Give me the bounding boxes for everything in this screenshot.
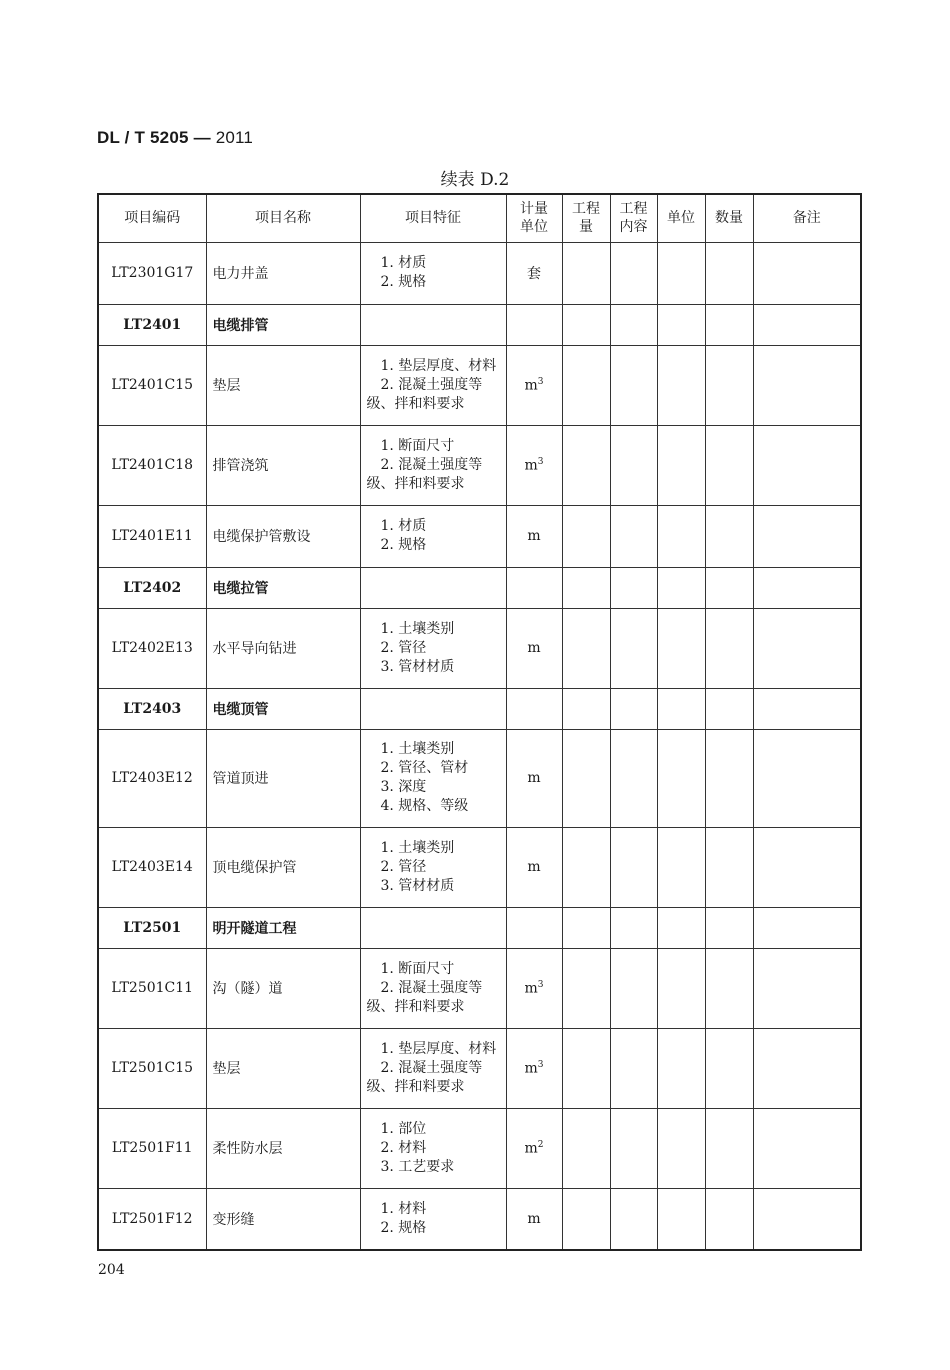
col-header-name: 项目名称 xyxy=(206,194,360,242)
remark-cell xyxy=(753,1028,861,1108)
unit-exponent: 3 xyxy=(537,1059,544,1070)
unit2-cell xyxy=(657,948,705,1028)
item-name: 垫层 xyxy=(206,345,360,425)
unit2-cell xyxy=(657,304,705,345)
table-group-row xyxy=(98,907,861,948)
item-code: LT2301G17 xyxy=(98,242,206,304)
work-content-cell xyxy=(610,567,657,608)
item-name: 电缆顶管 xyxy=(206,688,360,729)
item-code: LT2501 xyxy=(98,907,206,948)
item-name: 电缆保护管敷设 xyxy=(206,505,360,567)
remark-cell xyxy=(753,304,861,345)
quantity-cell xyxy=(562,1028,610,1108)
item-features xyxy=(360,505,506,567)
feature-line: 级、拌和料要求 xyxy=(366,1078,465,1095)
item-code: LT2401E11 xyxy=(98,505,206,567)
count-cell xyxy=(705,948,753,1028)
item-features xyxy=(360,242,506,304)
measure-unit xyxy=(506,608,562,688)
document-header xyxy=(97,128,253,148)
remark-cell xyxy=(753,505,861,567)
unit2-cell xyxy=(657,242,705,304)
unit-exponent: 2 xyxy=(537,1139,544,1150)
item-code: LT2401C15 xyxy=(98,345,206,425)
item-code: LT2401C18 xyxy=(98,425,206,505)
unit-text: 套 xyxy=(527,266,541,282)
feature-line: 1. 垫层厚度、材料 xyxy=(380,357,497,374)
unit2-cell xyxy=(657,827,705,907)
measure-unit xyxy=(506,425,562,505)
table-row xyxy=(98,345,861,425)
remark-cell xyxy=(753,425,861,505)
unit-exponent: 3 xyxy=(537,376,544,387)
count-cell xyxy=(705,608,753,688)
quantity-cell xyxy=(562,1108,610,1188)
count-cell xyxy=(705,1188,753,1250)
feature-line: 2. 混凝土强度等 xyxy=(380,456,483,473)
feature-line: 1. 材质 xyxy=(380,255,427,271)
quantity-cell xyxy=(562,304,610,345)
feature-line: 2. 规格 xyxy=(380,274,427,290)
table-group-row xyxy=(98,567,861,608)
feature-line: 1. 土壤类别 xyxy=(380,741,455,757)
remark-cell xyxy=(753,1108,861,1188)
measure-unit xyxy=(506,688,562,729)
work-content-cell xyxy=(610,1108,657,1188)
col-header-remark: 备注 xyxy=(753,194,861,242)
count-cell xyxy=(705,425,753,505)
table-row xyxy=(98,948,861,1028)
standard-year: 2011 xyxy=(215,128,254,147)
feature-line: 1. 土壤类别 xyxy=(380,620,455,637)
table-body xyxy=(98,242,861,1250)
quantity-cell xyxy=(562,907,610,948)
feature-line: 3. 深度 xyxy=(380,779,427,795)
unit2-cell xyxy=(657,1188,705,1250)
item-name: 电力井盖 xyxy=(206,242,360,304)
remark-cell xyxy=(753,827,861,907)
item-name: 变形缝 xyxy=(206,1188,360,1250)
feature-line: 2. 管径 xyxy=(380,639,427,656)
unit-text: m xyxy=(527,859,541,875)
item-name: 排管浇筑 xyxy=(206,425,360,505)
feature-line: 1. 部位 xyxy=(380,1120,427,1137)
measure-unit xyxy=(506,505,562,567)
measure-unit xyxy=(506,1108,562,1188)
table-row xyxy=(98,505,861,567)
feature-line: 级、拌和料要求 xyxy=(366,475,465,492)
item-features xyxy=(360,304,506,345)
measure-unit xyxy=(506,345,562,425)
measure-unit xyxy=(506,242,562,304)
count-cell xyxy=(705,1108,753,1188)
count-cell xyxy=(705,729,753,827)
work-content-cell xyxy=(610,827,657,907)
feature-line: 3. 管材材质 xyxy=(380,877,455,894)
quantity-cell xyxy=(562,242,610,304)
count-cell xyxy=(705,907,753,948)
feature-line: 2. 管径 xyxy=(380,858,427,875)
item-code: LT2501F12 xyxy=(98,1188,206,1250)
work-content-cell xyxy=(610,1028,657,1108)
measure-unit xyxy=(506,1028,562,1108)
feature-line: 1. 垫层厚度、材料 xyxy=(380,1040,497,1057)
item-features xyxy=(360,608,506,688)
item-code: LT2403 xyxy=(98,688,206,729)
item-name: 电缆拉管 xyxy=(206,567,360,608)
measure-unit xyxy=(506,567,562,608)
work-content-cell xyxy=(610,948,657,1028)
quantity-cell xyxy=(562,1188,610,1250)
count-cell xyxy=(705,505,753,567)
unit2-cell xyxy=(657,425,705,505)
measure-unit xyxy=(506,827,562,907)
unit2-cell xyxy=(657,505,705,567)
unit-text: m xyxy=(527,528,541,544)
work-content-cell xyxy=(610,304,657,345)
remark-cell xyxy=(753,688,861,729)
work-content-cell xyxy=(610,688,657,729)
item-name: 顶电缆保护管 xyxy=(206,827,360,907)
feature-line: 1. 土壤类别 xyxy=(380,839,455,856)
col-header-features: 项目特征 xyxy=(360,194,506,242)
unit2-cell xyxy=(657,688,705,729)
item-features xyxy=(360,827,506,907)
unit2-cell xyxy=(657,1108,705,1188)
item-code: LT2501C11 xyxy=(98,948,206,1028)
measure-unit xyxy=(506,729,562,827)
item-features xyxy=(360,1108,506,1188)
unit-text: m xyxy=(524,980,538,997)
measure-unit xyxy=(506,1188,562,1250)
header-dash: — xyxy=(188,128,216,147)
count-cell xyxy=(705,1028,753,1108)
remark-cell xyxy=(753,729,861,827)
unit-text: m xyxy=(524,377,538,394)
feature-line: 2. 规格 xyxy=(380,537,427,553)
col-header-code: 项目编码 xyxy=(98,194,206,242)
item-features xyxy=(360,425,506,505)
table-row xyxy=(98,729,861,827)
item-code: LT2402 xyxy=(98,567,206,608)
item-name: 沟（隧）道 xyxy=(206,948,360,1028)
unit-text: m xyxy=(527,640,541,656)
feature-line: 2. 混凝土强度等 xyxy=(380,979,483,996)
feature-line: 3. 工艺要求 xyxy=(380,1158,455,1175)
remark-cell xyxy=(753,242,861,304)
work-content-cell xyxy=(610,907,657,948)
item-features xyxy=(360,688,506,729)
count-cell xyxy=(705,688,753,729)
col-header-unit2: 单位 xyxy=(657,194,705,242)
feature-line: 2. 材料 xyxy=(380,1139,427,1156)
feature-line: 1. 材料 xyxy=(380,1200,427,1217)
work-content-cell xyxy=(610,345,657,425)
item-code: LT2501F11 xyxy=(98,1108,206,1188)
item-features xyxy=(360,1188,506,1250)
count-cell xyxy=(705,567,753,608)
col-header-quantity: 工程 量 xyxy=(562,194,610,242)
unit-exponent: 3 xyxy=(537,979,544,990)
count-cell xyxy=(705,242,753,304)
item-features xyxy=(360,567,506,608)
table-row xyxy=(98,425,861,505)
feature-line: 2. 管径、管材 xyxy=(380,760,469,776)
table-row xyxy=(98,1188,861,1250)
item-features xyxy=(360,345,506,425)
unit2-cell xyxy=(657,907,705,948)
table-row xyxy=(98,827,861,907)
unit2-cell xyxy=(657,567,705,608)
item-features xyxy=(360,1028,506,1108)
work-content-cell xyxy=(610,729,657,827)
feature-line: 2. 混凝土强度等 xyxy=(380,1059,483,1076)
table-caption: 续表 D.2 xyxy=(440,170,510,190)
unit2-cell xyxy=(657,345,705,425)
unit-text: m xyxy=(527,1210,541,1227)
quantity-cell xyxy=(562,345,610,425)
feature-line: 1. 断面尺寸 xyxy=(380,960,455,977)
item-code: LT2403E12 xyxy=(98,729,206,827)
table-header-row xyxy=(98,194,861,242)
quantity-cell xyxy=(562,688,610,729)
unit-exponent: 3 xyxy=(537,456,544,467)
feature-line: 2. 混凝土强度等 xyxy=(380,376,483,393)
item-code: LT2403E14 xyxy=(98,827,206,907)
feature-line: 级、拌和料要求 xyxy=(366,395,465,412)
item-code: LT2401 xyxy=(98,304,206,345)
page-number: 204 xyxy=(98,1262,125,1278)
item-name: 管道顶进 xyxy=(206,729,360,827)
item-name: 电缆排管 xyxy=(206,304,360,345)
quantity-cell xyxy=(562,505,610,567)
standard-number: DL / T 5205 xyxy=(97,128,189,147)
count-cell xyxy=(705,304,753,345)
spec-table xyxy=(97,193,862,1251)
measure-unit xyxy=(506,907,562,948)
unit2-cell xyxy=(657,608,705,688)
remark-cell xyxy=(753,907,861,948)
unit2-cell xyxy=(657,1028,705,1108)
work-content-cell xyxy=(610,505,657,567)
item-features xyxy=(360,948,506,1028)
unit-text: m xyxy=(524,1060,538,1077)
remark-cell xyxy=(753,1188,861,1250)
unit2-cell xyxy=(657,729,705,827)
table-row xyxy=(98,1028,861,1108)
remark-cell xyxy=(753,608,861,688)
item-code: LT2501C15 xyxy=(98,1028,206,1108)
item-name: 柔性防水层 xyxy=(206,1108,360,1188)
item-features xyxy=(360,907,506,948)
work-content-cell xyxy=(610,242,657,304)
feature-line: 4. 规格、等级 xyxy=(380,798,469,814)
quantity-cell xyxy=(562,425,610,505)
work-content-cell xyxy=(610,608,657,688)
quantity-cell xyxy=(562,729,610,827)
item-name: 明开隧道工程 xyxy=(206,907,360,948)
item-name: 垫层 xyxy=(206,1028,360,1108)
feature-line: 1. 材质 xyxy=(380,518,427,534)
work-content-cell xyxy=(610,1188,657,1250)
measure-unit xyxy=(506,304,562,345)
count-cell xyxy=(705,827,753,907)
table-row xyxy=(98,608,861,688)
unit-text: m xyxy=(524,1140,538,1157)
count-cell xyxy=(705,345,753,425)
item-code: LT2402E13 xyxy=(98,608,206,688)
unit-text: m xyxy=(527,770,541,786)
remark-cell xyxy=(753,567,861,608)
col-header-work-content: 工程 内容 xyxy=(610,194,657,242)
feature-line: 3. 管材材质 xyxy=(380,658,455,675)
remark-cell xyxy=(753,948,861,1028)
item-features xyxy=(360,729,506,827)
table-row xyxy=(98,1108,861,1188)
quantity-cell xyxy=(562,608,610,688)
feature-line: 1. 断面尺寸 xyxy=(380,437,455,454)
remark-cell xyxy=(753,345,861,425)
feature-line: 2. 规格 xyxy=(380,1219,427,1236)
quantity-cell xyxy=(562,567,610,608)
table-group-row xyxy=(98,688,861,729)
feature-line: 级、拌和料要求 xyxy=(366,998,465,1015)
col-header-count: 数量 xyxy=(705,194,753,242)
measure-unit xyxy=(506,948,562,1028)
quantity-cell xyxy=(562,827,610,907)
table-group-row xyxy=(98,304,861,345)
item-name: 水平导向钻进 xyxy=(206,608,360,688)
unit-text: m xyxy=(524,457,538,474)
table-row xyxy=(98,242,861,304)
work-content-cell xyxy=(610,425,657,505)
quantity-cell xyxy=(562,948,610,1028)
col-header-unit: 计量 单位 xyxy=(506,194,562,242)
